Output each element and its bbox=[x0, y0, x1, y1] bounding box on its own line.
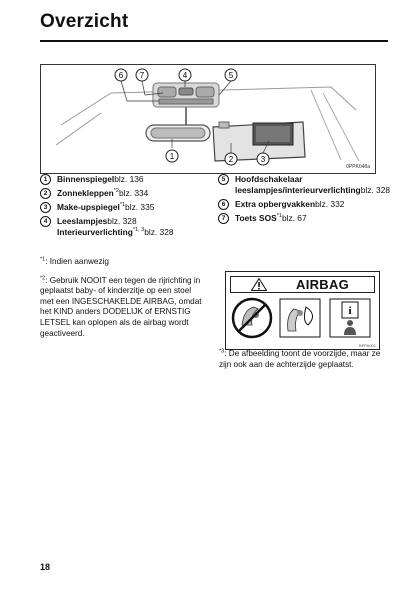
no-rear-facing-child-seat-icon bbox=[233, 299, 271, 337]
legend-item-5 bbox=[218, 174, 393, 196]
footnote-3-text: : De afbeelding toont de voorzijde, maar ze zijn ook aan de achterzijde geplaatst. bbox=[219, 349, 381, 369]
footnote-2-text: : Gebruik NOOIT een tegen de rijrichting in geplaatst baby- of kinderzitje op een stoel met een INGESCHAKELDE AIRBAG, omdat het KIND anders DODELIJK of ERNSTIG LETSEL kan oplopen als de airbag wordt geactiveerd. bbox=[40, 275, 202, 338]
airbag-deployment-icon bbox=[280, 299, 320, 337]
legend-ref-5[interactable]: blz. 328 bbox=[360, 185, 391, 195]
page-title: Overzicht bbox=[40, 11, 129, 32]
legend-ref-3[interactable]: blz. 335 bbox=[125, 202, 155, 212]
callout-5: 5 bbox=[228, 71, 234, 80]
callout-6: 6 bbox=[118, 71, 124, 80]
legend-num-7: 7 bbox=[218, 213, 229, 224]
legend-num-5: 5 bbox=[218, 174, 229, 185]
legend-ref-6[interactable]: blz. 332 bbox=[315, 199, 345, 209]
legend-item-2 bbox=[40, 188, 220, 199]
legend-left-column bbox=[40, 174, 220, 241]
legend-right-column bbox=[218, 174, 393, 227]
legend-num-6: 6 bbox=[218, 199, 229, 210]
page-number: 18 bbox=[40, 562, 51, 572]
legend-num-2: 2 bbox=[40, 188, 51, 199]
footnote-1 bbox=[40, 257, 205, 268]
legend-item-4 bbox=[40, 216, 220, 238]
legend-sup-3: *1 bbox=[119, 202, 126, 209]
figure-code: 0PPK048a bbox=[346, 164, 370, 170]
footnote-3-mark: *3 bbox=[219, 348, 225, 355]
callout-3: 3 bbox=[260, 155, 266, 164]
footnotes bbox=[40, 257, 205, 347]
warning-pictogram-strip bbox=[230, 295, 375, 341]
legend-label-4b: Interieurverlichting bbox=[57, 227, 133, 237]
legend-num-3: 3 bbox=[40, 202, 51, 213]
legend-label-3: Make-upspiegel bbox=[57, 202, 120, 212]
footnote-1-text: : Indien aanwezig bbox=[45, 257, 109, 266]
legend-item-7 bbox=[218, 213, 393, 224]
legend-label-5: Hoofdschakelaar leeslampjes/interieurverlichting bbox=[235, 174, 361, 195]
warning-header bbox=[230, 276, 375, 293]
legend-num-4: 4 bbox=[40, 216, 51, 227]
legend-item-3 bbox=[40, 202, 220, 213]
overhead-drawing bbox=[41, 65, 375, 173]
legend-sup-2: *2 bbox=[113, 188, 119, 195]
footnote-3 bbox=[219, 348, 389, 370]
legend-label-1: Binnenspiegel bbox=[57, 174, 115, 184]
callout-4: 4 bbox=[182, 71, 188, 80]
callout-1: 1 bbox=[169, 152, 175, 161]
footnote-1-mark: *1 bbox=[40, 256, 46, 263]
legend-label-2: Zonnekleppen bbox=[57, 188, 114, 198]
legend-num-1: 1 bbox=[40, 174, 51, 185]
legend-label-7: Toets SOS bbox=[235, 213, 277, 223]
legend-ref-2[interactable]: blz. 334 bbox=[118, 188, 149, 198]
legend-label-6: Extra opbergvakken bbox=[235, 199, 316, 209]
legend-sup-4b: *1, 3 bbox=[132, 227, 145, 234]
title-rule bbox=[40, 40, 388, 42]
legend-sup-7: *1 bbox=[276, 213, 282, 220]
footnote-2-mark: *2 bbox=[40, 274, 46, 281]
legend-ref-7[interactable]: blz. 67 bbox=[281, 213, 307, 223]
legend-item-6 bbox=[218, 199, 393, 210]
footnote-2 bbox=[40, 276, 205, 340]
warning-pictograms bbox=[230, 295, 375, 343]
legend-item-1 bbox=[40, 174, 220, 185]
legend-ref-4b[interactable]: blz. 328 bbox=[144, 227, 174, 237]
legend-ref-4[interactable]: blz. 328 bbox=[107, 216, 137, 226]
warning-triangle-icon bbox=[251, 278, 267, 291]
legend-ref-1[interactable]: blz. 136 bbox=[114, 174, 144, 184]
airbag-warning-label bbox=[225, 271, 380, 350]
legend-label-4: Leeslampjes bbox=[57, 216, 108, 226]
warning-heading: AIRBAG bbox=[296, 277, 350, 292]
callout-2: 2 bbox=[228, 155, 234, 164]
read-manual-icon bbox=[330, 299, 370, 337]
svg-text:i: i bbox=[348, 305, 352, 317]
warning-label-code: BPPA001 bbox=[358, 343, 376, 348]
overhead-illustration bbox=[40, 64, 376, 174]
callout-7: 7 bbox=[139, 71, 145, 80]
